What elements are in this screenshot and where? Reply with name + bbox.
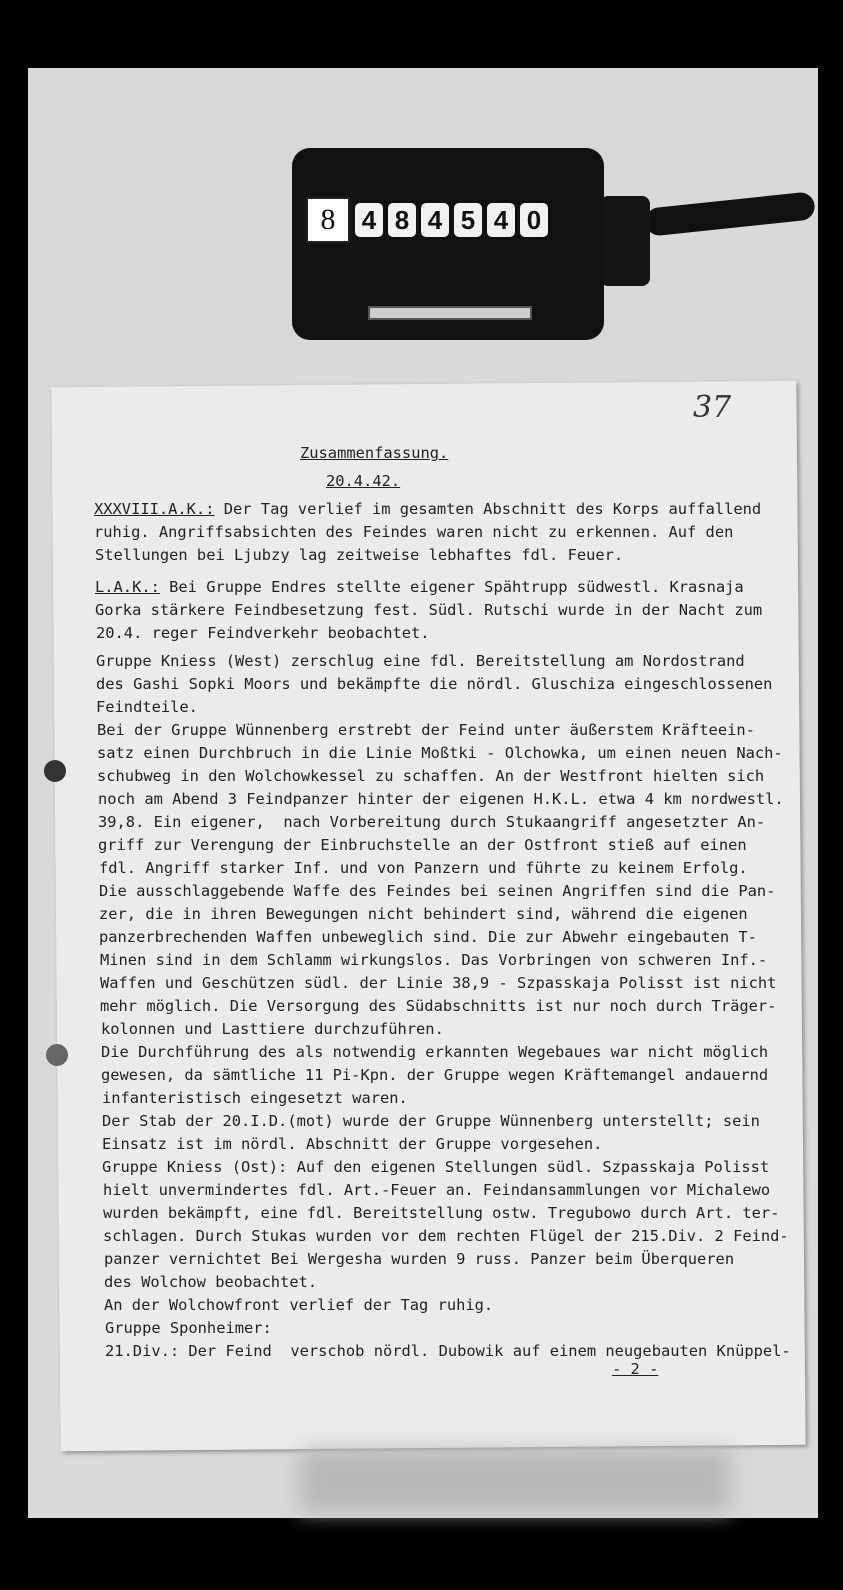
body-line xyxy=(102,1112,760,1130)
line-text: schubweg in den Wolchowkessel zu schaffen. An der Westfront hielten sich xyxy=(97,767,765,785)
body-line xyxy=(97,721,755,739)
body-line xyxy=(98,790,784,808)
line-text: panzer vernichtet Bei Wergesha wurden 9 russ. Panzer beim Überqueren xyxy=(104,1250,735,1268)
body-line xyxy=(99,882,775,900)
line-text: Die Durchführung des als notwendig erkannten Wegebaues war nicht möglich xyxy=(101,1043,769,1061)
line-text: Einsatz ist im nördl. Abschnitt der Gruppe vorgesehen. xyxy=(102,1135,603,1153)
line-text: Gruppe Kniess (West) zerschlug eine fdl. Bereitstellung am Nordostrand xyxy=(96,652,745,670)
body-line xyxy=(104,1273,317,1291)
line-text: schlagen. Durch Stukas wurden vor dem rechten Flügel der 215.Div. 2 Feind- xyxy=(103,1227,789,1245)
line-text: Der Stab der 20.I.D.(mot) wurde der Gruppe Wünnenberg unterstellt; sein xyxy=(102,1112,760,1130)
line-text: gewesen, da sämtliche 11 Pi-Kpn. der Gruppe wegen Kräftemangel andauernd xyxy=(101,1066,769,1084)
body-line xyxy=(104,1296,493,1314)
line-text: panzerbrechenden Waffen unbeweglich sind. Die zur Abwehr eingebauten T- xyxy=(99,928,757,946)
body-line xyxy=(96,652,745,670)
body-line xyxy=(97,767,764,785)
counter-digit: 4 xyxy=(355,203,383,237)
unit-label: XXXVIII.A.K.: xyxy=(94,500,215,518)
document-date: 20.4.42. xyxy=(326,472,401,490)
body-line xyxy=(95,546,623,564)
line-text: kolonnen und Lasttiere durchzuführen. xyxy=(101,1020,444,1038)
body-line xyxy=(96,624,430,642)
body-line xyxy=(105,1319,272,1337)
body-line xyxy=(96,698,198,716)
line-text: 39,8. Ein eigener, nach Vorbereitung durch Stukaangriff angesetzter An- xyxy=(98,813,766,831)
body-line xyxy=(103,1181,770,1199)
line-text: Waffen und Geschützen südl. der Linie 38,9 - Szpasskaja Polisst ist nicht xyxy=(100,974,777,992)
body-line xyxy=(104,1250,734,1268)
body-line xyxy=(94,500,761,518)
line-text: Bei Gruppe Endres stellte eigener Spähtrupp südwestl. Krasnaja xyxy=(159,578,744,596)
line-text: des Gashi Sopki Moors und bekämpfte die nördl. Gluschiza eingeschlossenen xyxy=(96,675,773,693)
body-line xyxy=(102,1135,602,1153)
body-line xyxy=(100,974,776,992)
body-line xyxy=(99,905,748,923)
line-text: Bei der Gruppe Wünnenberg erstrebt der Feind unter äußerstem Kräfteein- xyxy=(97,721,755,739)
line-text: hielt unvermindertes fdl. Art.-Feuer an. Feindansammlungen vor Michalewo xyxy=(103,1181,771,1199)
body-line xyxy=(103,1227,789,1245)
body-line xyxy=(101,1043,768,1061)
body-line xyxy=(103,1204,779,1222)
body-line xyxy=(100,997,776,1015)
film-smudge xyxy=(300,1450,730,1512)
body-line xyxy=(98,836,747,854)
body-line xyxy=(95,601,762,619)
reel-number: 8 xyxy=(306,197,350,243)
body-line xyxy=(97,744,783,762)
punch-hole xyxy=(46,1044,68,1066)
frame-counter xyxy=(306,197,548,243)
counter-digit: 4 xyxy=(487,203,515,237)
page-number: - 2 - xyxy=(612,1360,659,1378)
body-line xyxy=(94,523,733,541)
counter-clip-side xyxy=(600,196,650,286)
body-line xyxy=(98,813,765,831)
line-text: Gorka stärkere Feindbesetzung fest. Südl. Rutschi wurde in der Nacht zum xyxy=(95,601,763,619)
line-text: Der Tag verlief im gesamten Abschnitt des Korps auffallend xyxy=(214,500,762,518)
body-line xyxy=(100,951,767,969)
line-text: wurden bekämpft, eine fdl. Bereitstellung ostw. Tregubowo durch Art. ter- xyxy=(103,1204,780,1222)
counter-digit: 8 xyxy=(388,203,416,237)
counter-digit: 5 xyxy=(454,203,482,237)
line-text: griff zur Verengung der Einbruchstelle an der Ostfront stieß auf einen xyxy=(98,836,747,854)
folio-number: 37 xyxy=(693,390,732,425)
line-text: mehr möglich. Die Versorgung des Südabschnitts ist nur noch durch Träger- xyxy=(100,997,777,1015)
line-text: Die ausschlaggebende Waffe des Feindes bei seinen Angriffen sind die Pan- xyxy=(99,882,776,900)
line-text: Minen sind in dem Schlamm wirkungslos. Das Vorbringen von schweren Inf.- xyxy=(100,951,768,969)
line-text: Feindteile. xyxy=(96,698,198,716)
line-text: Gruppe Kniess (Ost): Auf den eigenen Stellungen südl. Szpasskaja Polisst xyxy=(102,1158,770,1176)
line-text: An der Wolchowfront verlief der Tag ruhig. xyxy=(104,1296,494,1314)
line-text: infanteristisch eingesetzt waren. xyxy=(102,1089,408,1107)
line-text: des Wolchow beobachtet. xyxy=(104,1273,318,1291)
line-text: ruhig. Angriffsabsichten des Feindes waren nicht zu erkennen. Auf den xyxy=(94,523,734,541)
line-text: 21.Div.: Der Feind verschob nördl. Dubowik auf einem neugebauten Knüppel- xyxy=(105,1342,791,1360)
unit-label: L.A.K.: xyxy=(95,578,160,596)
body-line xyxy=(95,578,744,596)
line-text: noch am Abend 3 Feindpanzer hinter der eigenen H.K.L. etwa 4 km nordwestl. xyxy=(98,790,784,808)
counter-slot xyxy=(368,306,532,320)
line-text: 20.4. reger Feindverkehr beobachtet. xyxy=(96,624,430,642)
body-line xyxy=(101,1020,444,1038)
line-text: zer, die in ihren Bewegungen nicht behindert sind, während die eigenen xyxy=(99,905,748,923)
line-text: fdl. Angriff starker Inf. und von Panzern und führte zu keinem Erfolg. xyxy=(99,859,748,877)
body-line xyxy=(102,1089,408,1107)
punch-hole xyxy=(44,760,66,782)
body-line xyxy=(96,675,772,693)
counter-digit: 0 xyxy=(520,203,548,237)
body-line xyxy=(99,859,748,877)
line-text: Gruppe Sponheimer: xyxy=(105,1319,272,1337)
body-line xyxy=(105,1342,791,1360)
line-text: satz einen Durchbruch in die Linie Moßtki - Olchowka, um einen neuen Nach- xyxy=(97,744,783,762)
line-text: Stellungen bei Ljubzy lag zeitweise lebhaftes fdl. Feuer. xyxy=(95,546,624,564)
body-line xyxy=(102,1158,769,1176)
counter-digit: 4 xyxy=(421,203,449,237)
body-line xyxy=(101,1066,768,1084)
body-line xyxy=(99,928,757,946)
document-title: Zusammenfassung. xyxy=(300,444,449,462)
